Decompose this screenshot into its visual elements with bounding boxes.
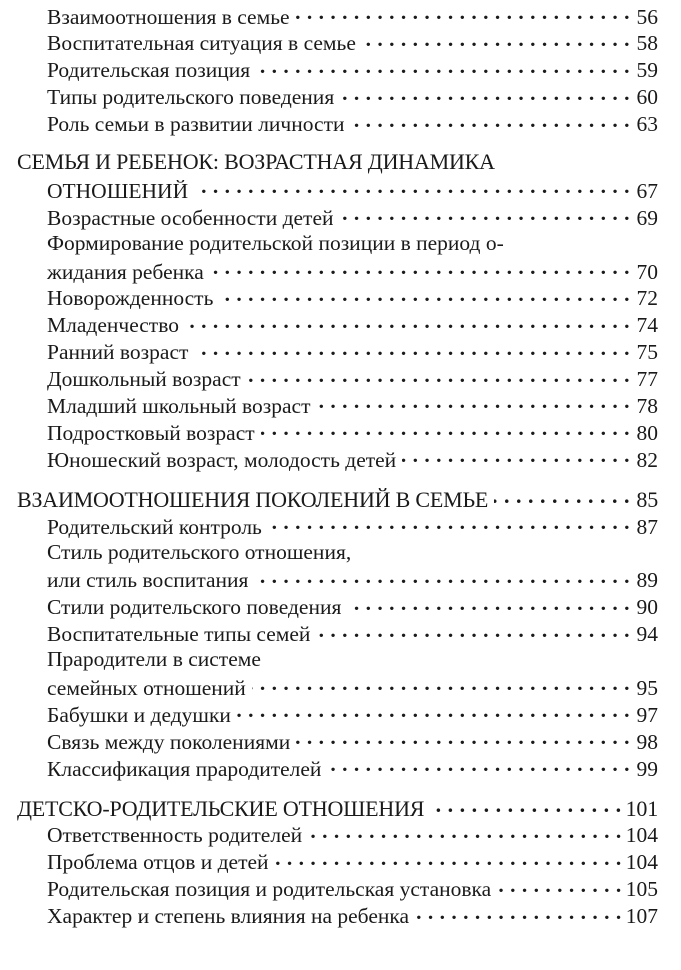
toc-entry-title: Родительская позиция: [47, 58, 251, 83]
dot-leader: [261, 418, 630, 440]
toc-entry-title: или стиль воспитания: [47, 568, 249, 593]
dot-leader: [254, 566, 630, 588]
toc-entry-page: 60: [636, 85, 658, 110]
dot-leader: [347, 593, 630, 615]
toc-entry-page: 107: [625, 904, 658, 928]
toc-entry[interactable]: [0, 700, 681, 727]
toc-entry-title: Ранний возраст: [47, 340, 189, 365]
toc-entry-page: 105: [625, 877, 658, 902]
toc-entry-page: 95: [636, 675, 658, 700]
toc-entry-title: Родительский контроль: [47, 514, 262, 539]
dot-leader: [296, 2, 630, 24]
toc-entry[interactable]: [0, 338, 681, 365]
dot-leader: [497, 875, 622, 897]
toc-entry-title: Ответственность родителей: [47, 823, 303, 848]
dot-leader: [494, 485, 630, 507]
toc-entry-title: Новорожденность: [47, 286, 214, 311]
toc-entry-page: 99: [636, 756, 658, 781]
toc-heading-page: 101: [625, 795, 658, 821]
toc-entry-page: 59: [636, 58, 658, 83]
toc-section-heading-continuation[interactable]: [0, 176, 681, 203]
toc-entry-title: Родительская позиция и родительская установка: [47, 877, 492, 902]
toc-entry[interactable]: [0, 29, 681, 56]
toc-entry[interactable]: [0, 110, 681, 137]
dot-leader: [252, 673, 630, 695]
toc-entry-page: 74: [636, 313, 658, 338]
toc-entry[interactable]: [0, 727, 681, 754]
toc-entry-title: Подростковый возраст: [47, 420, 255, 445]
toc-entry-page: 82: [636, 447, 658, 472]
toc-entry-page: 78: [636, 393, 658, 418]
toc-heading-page: 67: [636, 178, 658, 203]
toc-entry-page: 97: [636, 702, 658, 727]
dot-leader: [237, 700, 630, 722]
dot-leader: [317, 391, 631, 413]
toc-entry[interactable]: [0, 56, 681, 83]
toc-entry-page: 70: [636, 259, 658, 284]
toc-entry-title: Младенчество: [47, 313, 179, 338]
toc-heading-title: ВЗАИМООТНОШЕНИЯ ПОКОЛЕНИЙ В СЕМЬЕ: [17, 487, 489, 513]
toc-section-heading[interactable]: [0, 149, 681, 176]
dot-leader: [340, 83, 630, 105]
toc-section-generations: [0, 485, 681, 781]
toc-entry-page: 94: [636, 622, 658, 647]
table-of-contents: [0, 2, 681, 941]
dot-leader: [210, 257, 630, 279]
toc-entry[interactable]: [0, 512, 681, 539]
dot-leader: [256, 56, 630, 78]
dot-leader: [219, 284, 630, 306]
toc-entry[interactable]: [0, 203, 681, 230]
toc-entry-title: Воспитательная ситуация в семье: [47, 31, 356, 56]
toc-section-family-and-child: [0, 149, 681, 472]
dot-leader: [296, 727, 630, 749]
toc-entry-title: семейных отношений: [47, 675, 246, 700]
toc-entry-line1[interactable]: [0, 539, 681, 566]
toc-entry-page: 90: [636, 595, 658, 620]
toc-entry-title: Проблема отцов и детей: [47, 850, 269, 875]
toc-entry-page: 104: [625, 823, 658, 848]
toc-entry-title: Дошкольный возраст: [47, 367, 241, 392]
toc-entry-title: Классификация прародителей: [47, 756, 322, 781]
dot-leader: [430, 794, 621, 816]
toc-entry[interactable]: [0, 83, 681, 110]
toc-entry-page: 98: [636, 729, 658, 754]
toc-entry[interactable]: [0, 620, 681, 647]
toc-entry[interactable]: [0, 593, 681, 620]
dot-leader: [316, 620, 630, 642]
toc-heading-title: ОТНОШЕНИЙ: [47, 178, 189, 203]
toc-heading-page: 85: [636, 487, 658, 513]
toc-heading-title: СЕМЬЯ И РЕБЕНОК: ВОЗРАСТНАЯ ДИНАМИКА: [17, 149, 495, 175]
dot-leader: [362, 29, 630, 51]
toc-entry-page: 87: [636, 514, 658, 539]
toc-entry-page: 77: [636, 367, 658, 392]
toc-entry-title: Младший школьный возраст: [47, 393, 311, 418]
toc-section-child-parent: [0, 794, 681, 928]
toc-entry[interactable]: [0, 902, 681, 929]
toc-entry-title: Юношеский возраст, молодость детей: [47, 447, 397, 472]
toc-section-heading[interactable]: [0, 794, 681, 821]
toc-entry-title: Возрастные особенности детей: [47, 205, 334, 230]
toc-entry-page: 63: [636, 112, 658, 137]
dot-leader: [402, 445, 630, 467]
dot-leader: [185, 311, 630, 333]
dot-leader: [194, 338, 630, 360]
toc-entry[interactable]: [0, 257, 681, 284]
dot-leader: [194, 176, 630, 198]
toc-entry-title: Воспитательные типы семей: [47, 622, 311, 647]
toc-entry-page: 58: [636, 31, 658, 56]
dot-leader: [327, 754, 630, 776]
dot-leader: [275, 848, 622, 870]
toc-section-family-relations: [0, 2, 681, 136]
toc-entry[interactable]: [0, 673, 681, 700]
toc-entry[interactable]: [0, 311, 681, 338]
toc-entry-page: 89: [636, 568, 658, 593]
dot-leader: [415, 902, 622, 924]
toc-entry-title: Формирование родительской позиции в период о-: [47, 231, 504, 256]
toc-entry[interactable]: [0, 2, 681, 29]
toc-entry-title: жидания ребенка: [47, 259, 204, 284]
dot-leader: [340, 203, 630, 225]
dot-leader: [247, 365, 630, 387]
toc-entry-title: Стили родительского поведения: [47, 595, 342, 620]
toc-entry-page: 80: [636, 420, 658, 445]
toc-entry[interactable]: [0, 754, 681, 781]
toc-entry[interactable]: [0, 445, 681, 472]
dot-leader: [268, 512, 630, 534]
toc-entry-title: Типы родительского поведения: [47, 85, 335, 110]
toc-entry-page: 69: [636, 205, 658, 230]
toc-entry-title: Связь между поколениями: [47, 729, 291, 754]
toc-heading-title: ДЕТСКО-РОДИТЕЛЬСКИЕ ОТНОШЕНИЯ: [17, 795, 425, 821]
toc-entry-title: Стиль родительского отношения,: [47, 539, 352, 564]
dot-leader: [308, 821, 622, 843]
toc-entry-title: Взаимоотношения в семье: [47, 4, 290, 29]
toc-entry[interactable]: [0, 365, 681, 392]
toc-entry[interactable]: [0, 566, 681, 593]
toc-entry[interactable]: [0, 391, 681, 418]
toc-entry-page: 56: [636, 4, 658, 29]
toc-entry-title: Роль семьи в развитии личности: [47, 112, 345, 137]
toc-entry[interactable]: [0, 418, 681, 445]
toc-entry-page: 75: [636, 340, 658, 365]
toc-entry[interactable]: [0, 875, 681, 902]
toc-entry-title: Прародители в системе: [47, 647, 261, 672]
toc-entry-line1[interactable]: [0, 230, 681, 257]
toc-entry-title: Бабушки и дедушки: [47, 702, 231, 727]
toc-entry-title: Характер и степень влияния на ребенка: [47, 904, 410, 928]
toc-entry-page: 72: [636, 286, 658, 311]
toc-entry[interactable]: [0, 821, 681, 848]
toc-entry[interactable]: [0, 284, 681, 311]
toc-entry[interactable]: [0, 848, 681, 875]
dot-leader: [350, 110, 630, 132]
toc-section-heading[interactable]: [0, 485, 681, 512]
toc-entry-page: 104: [625, 850, 658, 875]
toc-entry-line1[interactable]: [0, 646, 681, 673]
